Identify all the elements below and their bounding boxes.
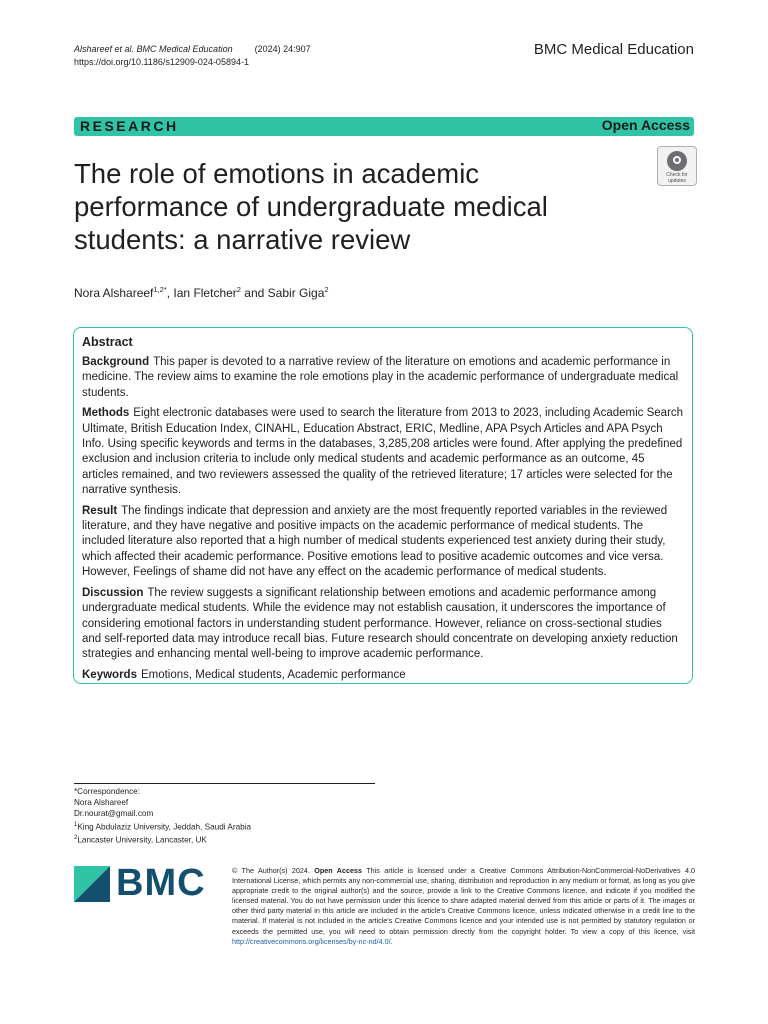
bmc-logo: [74, 862, 224, 910]
copyright: © The Author(s) 2024.: [232, 866, 310, 875]
author-affiliation: 2: [236, 285, 241, 294]
check-updates-icon: [667, 151, 687, 171]
author-name[interactable]: Sabir Giga: [267, 286, 325, 300]
running-header: [74, 43, 311, 69]
doi-link[interactable]: https://doi.org/10.1186/s12909-024-05894-1: [74, 57, 249, 67]
correspondence-name: Nora Alshareef: [74, 798, 129, 808]
check-updates-text: Check for updates: [666, 172, 688, 184]
bmc-logo-icon: [74, 866, 110, 902]
article-type-band: [74, 117, 694, 136]
bmc-logo-text: BMC: [116, 862, 206, 904]
correspondence-label: *Correspondence:: [74, 787, 140, 796]
abstract-discussion: Discussion The review suggests a significant relationship between emotions and academic performance among undergraduate medical students. While the evidence may not establish causation, it underscores the importance of considering emotional factors in understanding student performance. However, reliance on cross-sectional studies and self-reported data may introduce recall bias. Future research should concentrate on developing anxiety reduction strategies and enhancing mental well-being to improve academic performance.: [82, 586, 678, 661]
author-name[interactable]: Ian Fletcher: [173, 286, 237, 300]
correspondence-email[interactable]: Dr.nourat@gmail.com: [74, 809, 154, 819]
abstract-box: [73, 327, 693, 684]
author-name[interactable]: Nora Alshareef: [74, 286, 154, 300]
license-notice: © The Author(s) 2024. Open Access This article is licensed under a Creative Commons Attribution-NonCommercial-NoDerivatives 4.0 International License, which permits any non-commercial use, sharing, distribution and reproduction in any medium or format, as long as you give appropriate credit to the original author(s) and the source, provide a link to the Creative Commons licence, and indicate if you modified the licensed material. You do not have permission under this licence to share adapted material derived from this article or parts of it. The images or other third party material in this article are included in the article's Creative Commons licence, unless indicated otherwise in a credit line to the material. If material is not included in the article's Creative Commons licence and your intended use is not permitted by statutory regulation or exceeds the permitted use, you will need to obtain permission directly from the copyright holder. To view a copy of this licence, visit http://creativecommons.org/licenses/by-nc-nd/4.0/.: [232, 866, 696, 946]
open-access-label: Open Access: [601, 117, 690, 133]
citation-line: [74, 43, 311, 56]
license-open-access: Open Access: [314, 866, 362, 875]
affiliation-2: $^2$Lancaster University, Lancaster, UK: [74, 834, 207, 845]
citation: Alshareef et al. BMC Medical Education: [74, 44, 233, 54]
abstract-result: Result The findings indicate that depression and anxiety are the most frequently reported variables in the reviewed literature, and they have negative and positive impacts on the academic performance of medical students. The included literature also reported that a high number of medical students experienced test anxiety during their study, which affected their academic performance. Positive emotions lead to positive academic outcomes and vice versa. However, Feelings of shame did not have any effect on the academic performance of medical students.: [82, 504, 668, 579]
abstract-background: Background This paper is devoted to a narrative review of the literature on emotions and academic performance in medicine. The review aims to examine the role emotions play in the academic performance of undergraduate medical students.: [82, 356, 679, 399]
check-for-updates-badge[interactable]: [657, 146, 697, 186]
affiliation-1: $^1$King Abdulaziz University, Jeddah, Saudi Arabia: [74, 821, 252, 832]
article-title: The role of emotions in academic performance of undergraduate medical students: a narrative review: [74, 158, 548, 255]
article-type-label: RESEARCH: [80, 118, 179, 134]
footnote-divider: [74, 783, 375, 784]
abstract-methods: Methods Eight electronic databases were used to search the literature from 2013 to 2023, including Academic Search Ultimate, British Education Index, CINAHL, Education Abstract, ERIC, Medline, APA Psych Articles and APA Psych Info. Using specific keywords and terms in the databases, 3,285,208 articles were found. After applying the predefined exclusion and inclusion criteria to include only medical students and academic performance as an outcome, 45 articles remained, and two reviewers assessed the quality of the retrieved literature; 17 articles were selected for the narrative synthesis.: [82, 407, 684, 497]
journal-name: BMC Medical Education: [533, 41, 694, 58]
license-link[interactable]: http://creativecommons.org/licenses/by-nc-nd/4.0/: [232, 936, 391, 946]
author-list: Nora Alshareef$^{1,2*}$, Ian Fletcher$^2$ and Sabir Giga$^2$: [74, 285, 329, 300]
abstract-keywords: Keywords Emotions, Medical students, Academic performance: [82, 668, 406, 681]
license-text: This article is licensed under a Creative Commons Attribution-NonCommercial-NoDerivatives 4.0 International License, which permits any non-commercial use, sharing, distribution and reproduction in any medium or format, as long as you give appropriate credit to the original author(s) and the source, provide a link to the Creative Commons licence, and indicate if you modified the licensed material. You do not have permission under this licence to share adapted material derived from this article or parts of it. The images or other third party material in this article are included in the article's Creative Commons licence, unless indicated otherwise in a credit line to the material. If material is not included in the article's Creative Commons licence and your intended use is not permitted by statutory regulation or exceeds the permitted use, you will need to obtain permission directly from the copyright holder. To view a copy of this licence, visit: [232, 866, 696, 936]
author-affiliation: 2: [324, 285, 329, 294]
volume: (2024) 24:907: [254, 44, 311, 54]
correspondence-block: [74, 786, 251, 845]
abstract-heading: Abstract: [82, 335, 133, 349]
author-affiliation: 1,2*: [153, 285, 167, 294]
